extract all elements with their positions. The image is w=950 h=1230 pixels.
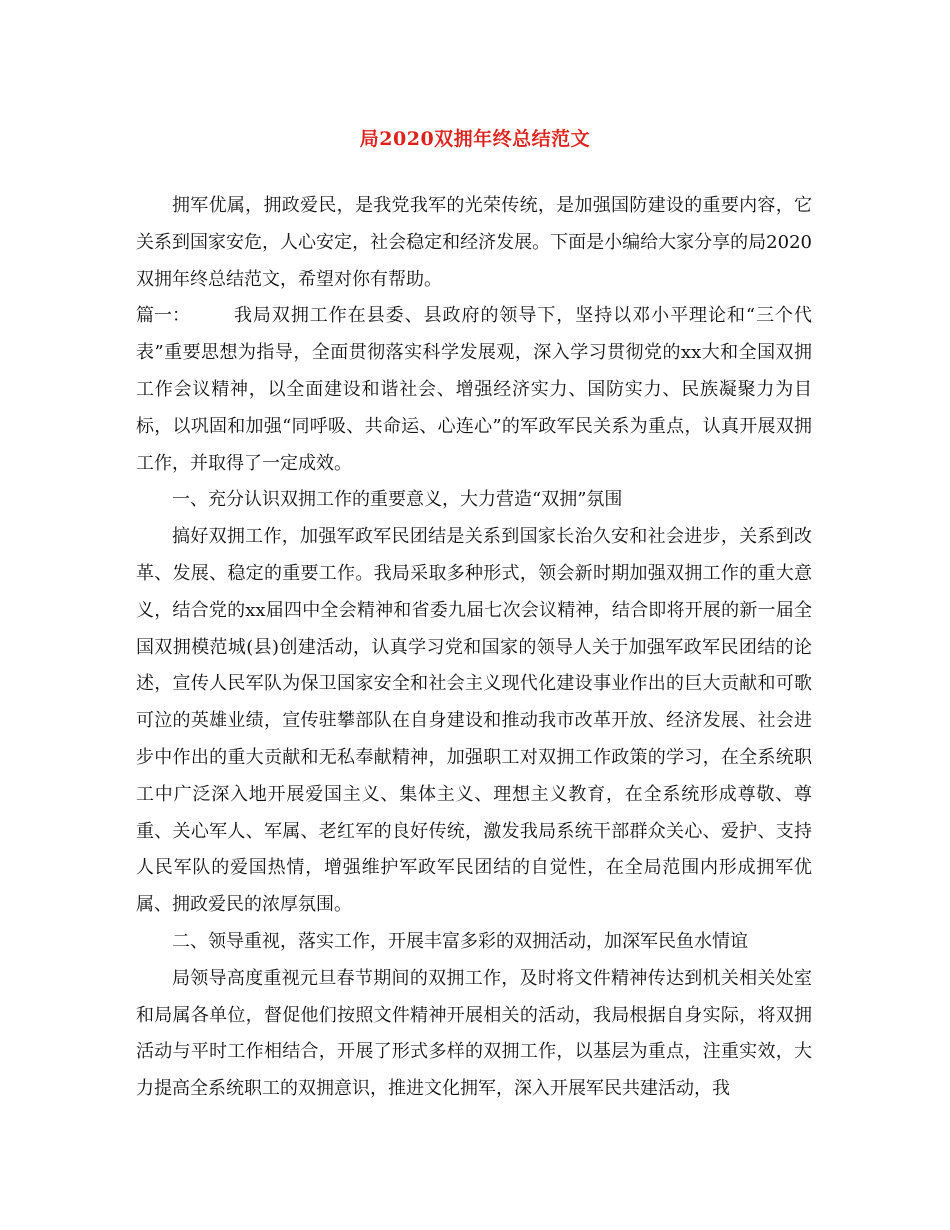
document-body (136, 188, 812, 1108)
chapter-one-paragraph (136, 298, 812, 482)
section-heading-two: 二、领导重视，落实工作，开展丰富多彩的双拥活动，加深军民鱼水情谊 (172, 930, 748, 952)
chapter-label: 篇一： (136, 305, 190, 327)
chapter-one-text: 我局双拥工作在县委、县政府的领导下，坚持以邓小平理论和“三个代表”重要思想为指导，全面贯彻落实科学发展观，深入学习贯彻党的xx大和全国双拥工作会议精神，以全面建设和谐社会、增强经济实力、国防实力、民族凝聚力为目标，以巩固和加强“同呼吸、共命运、心连心”的军政军民关系为重点，认真开展双拥工作，并取得了一定成效。 (136, 305, 812, 474)
section-heading-one: 一、充分认识双拥工作的重要意义，大力营造“双拥”氛围 (172, 489, 623, 511)
intro-paragraph: 拥军优属，拥政爱民，是我党我军的光荣传统，是加强国防建设的重要内容，它关系到国家安危，人心安定，社会稳定和经济发展。下面是小编给大家分享的局2020双拥年终总结范文，希望对你有帮助。 (136, 195, 812, 290)
document-title: 局2020双拥年终总结范文 (359, 128, 591, 150)
section-one-paragraph: 搞好双拥工作，加强军政军民团结是关系到国家长治久安和社会进步，关系到改革、发展、稳定的重要工作。我局采取多种形式，领会新时期加强双拥工作的重大意义，结合党的xx届四中全会精神和省委九届七次会议精神，结合即将开展的新一届全国双拥模范城(县)创建活动，认真学习党和国家的领导人关于加强军政军民团结的论述，宣传人民军队为保卫国家安全和社会主义现代化建设事业作出的巨大贡献和可歌可泣的英雄业绩，宣传驻攀部队在自身建设和推动我市改革开放、经济发展、社会进步中作出的重大贡献和无私奉献精神，加强职工对双拥工作政策的学习，在全系统职工中广泛深入地开展爱国主义、集体主义、理想主义教育，在全系统形成尊敬、尊重、关心军人、军属、老红军的良好传统，激发我局系统干部群众关心、爱护、支持人民军队的爱国热情，增强维护军政军民团结的自觉性，在全局范围内形成拥军优属、拥政爱民的浓厚氛围。 (136, 526, 812, 916)
section-two-paragraph: 局领导高度重视元旦春节期间的双拥工作，及时将文件精神传达到机关相关处室和局属各单位，督促他们按照文件精神开展相关的活动，我局根据自身实际，将双拥活动与平时工作相结合，开展了形式多样的双拥工作，以基层为重点，注重实效，大力提高全系统职工的双拥意识，推进文化拥军，深入开展军民共建活动，我 (136, 967, 812, 1100)
